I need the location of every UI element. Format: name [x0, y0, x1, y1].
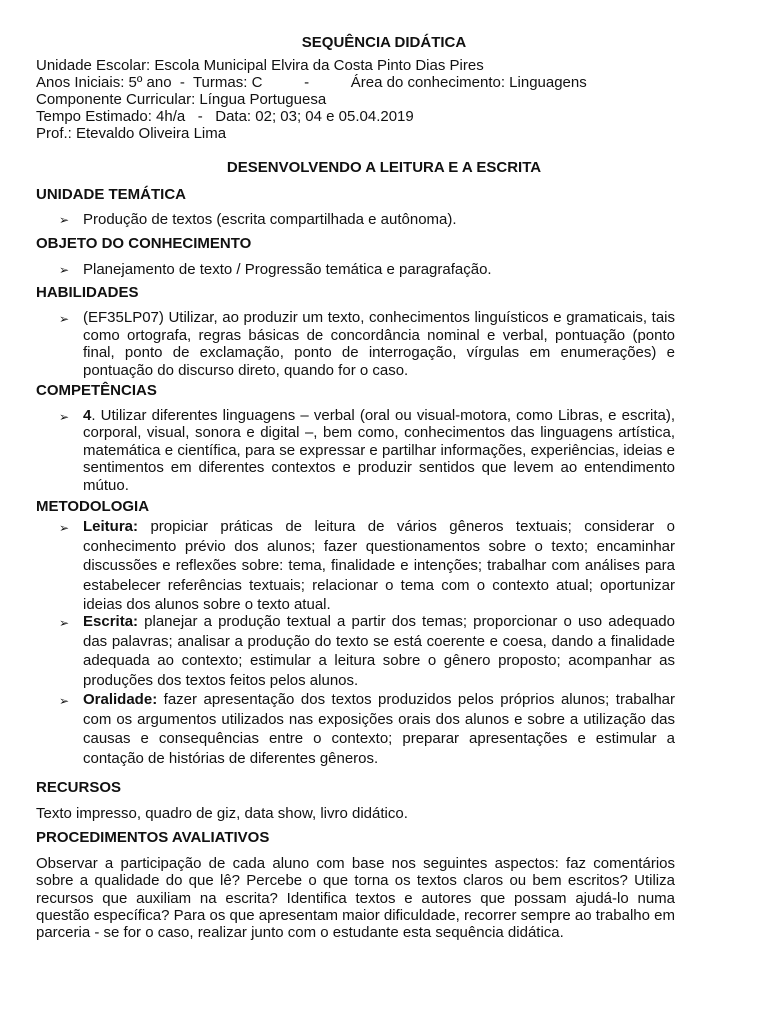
oralidade-text: fazer apresentação dos textos produzidos pelos próprios alunos; trabalhar com os argumentos utilizados nas exposições orais dos alunos e sobre a utilização das causas e consequências entre o contexto; preparar apresentações e estimular a contação de histórias de diferentes gêneros.	[83, 691, 675, 767]
section-heading-recursos: RECURSOS	[36, 779, 122, 796]
header-info	[36, 57, 736, 142]
leitura-label: Leitura:	[83, 518, 139, 535]
escrita-text: planejar a produção textual a partir dos temas; proporcionar o uso adequado das palavras; analisar a produção do texto se está coerente e coesa, dando a finalidade adequada ao contexto; estimular a leitura sobre o gênero proposto; acompanhar as produções dos textos feitos pelos alunos.	[83, 613, 675, 689]
competencias-item	[83, 407, 675, 494]
teacher-line: Prof.: Etevaldo Oliveira Lima	[36, 125, 227, 142]
procedimentos-text: Observar a participação de cada aluno com base nos seguintes aspectos: faz comentários sobre a qualidade do que lê? Percebe o que torna os textos claros ou bem escritos? Utiliza recursos que auxiliam na escrita? Identifica textos e autores que possam ajudá-lo numa questão específica? Para os que apresentam maior dificuldade, recorrer sempre ao trabalho em parceria - se for o caso, realizar junto com o estudante esta sequência didática.	[36, 855, 675, 942]
time-date-line: Tempo Estimado: 4h/a - Data: 02; 03; 04 e 05.04.2019	[36, 108, 414, 125]
section-heading-competencias: COMPETÊNCIAS	[36, 382, 157, 399]
bullet-arrow-icon: ➢	[59, 263, 70, 277]
document-subtitle: DESENVOLVENDO A LEITURA E A ESCRITA	[226, 159, 542, 176]
school-line: Unidade Escolar: Escola Municipal Elvira da Costa Pinto Dias Pires	[36, 57, 484, 74]
section-heading-unidade-tematica: UNIDADE TEMÁTICA	[36, 186, 186, 203]
bullet-arrow-icon: ➢	[59, 213, 70, 227]
section-heading-habilidades: HABILIDADES	[36, 284, 139, 301]
competencia-text: . Utilizar diferentes linguagens – verbal (oral ou visual-motora, como Libras, e escrita), corporal, visual, sonora e digital –, bem como, conhecimentos das linguagens artística, matemática e científica, para se expressar e partilhar informações, experiências, ideias e sentimentos em diferentes contextos e produzir sentidos que levem ao entendimento mútuo.	[83, 407, 675, 494]
recursos-text: Texto impresso, quadro de giz, data show, livro didático.	[36, 805, 408, 822]
section-heading-metodologia: METODOLOGIA	[36, 498, 150, 515]
metodologia-item-escrita	[83, 612, 675, 690]
section-heading-procedimentos: PROCEDIMENTOS AVALIATIVOS	[36, 829, 270, 846]
metodologia-item-leitura	[83, 517, 675, 615]
bullet-arrow-icon: ➢	[59, 410, 70, 424]
bullet-arrow-icon: ➢	[59, 521, 70, 535]
bullet-arrow-icon: ➢	[59, 616, 70, 630]
competencia-number: 4	[83, 407, 92, 424]
habilidades-item: (EF35LP07) Utilizar, ao produzir um texto, conhecimentos linguísticos e gramaticais, tais como ortografa, regras básicas de concordância nominal e verbal, pontuação (ponto final, ponto de exclamação, ponto de interrogação, vírgulas em enumerações) e pontuação do discurso direto, quando for o caso.	[83, 309, 675, 379]
objeto-item: Planejamento de texto / Progressão temática e paragrafação.	[83, 261, 492, 278]
oralidade-label: Oralidade:	[83, 691, 158, 708]
metodologia-item-oralidade	[83, 690, 675, 768]
unidade-tematica-item: Produção de textos (escrita compartilhada e autônoma).	[83, 211, 457, 228]
leitura-text: propiciar práticas de leitura de vários gêneros textuais; considerar o conhecimento prévio dos alunos; fazer questionamentos sobre o texto; encaminhar discussões e reflexões sobre: tema, finalidade e intenções; trabalhar com análises para estabelecer referências textuais; relacionar o tema com o contexto atual; oportunizar ideias dos alunos sobre o texto atual.	[83, 518, 675, 614]
bullet-arrow-icon: ➢	[59, 312, 70, 326]
curricular-component-line: Componente Curricular: Língua Portuguesa	[36, 91, 327, 108]
bullet-arrow-icon: ➢	[59, 694, 70, 708]
grade-line: Anos Iniciais: 5º ano - Turmas: C - Área do conhecimento: Linguagens	[36, 74, 587, 91]
escrita-label: Escrita:	[83, 613, 139, 630]
document-title: SEQUÊNCIA DIDÁTICA	[301, 34, 467, 51]
section-heading-objeto: OBJETO DO CONHECIMENTO	[36, 235, 252, 252]
